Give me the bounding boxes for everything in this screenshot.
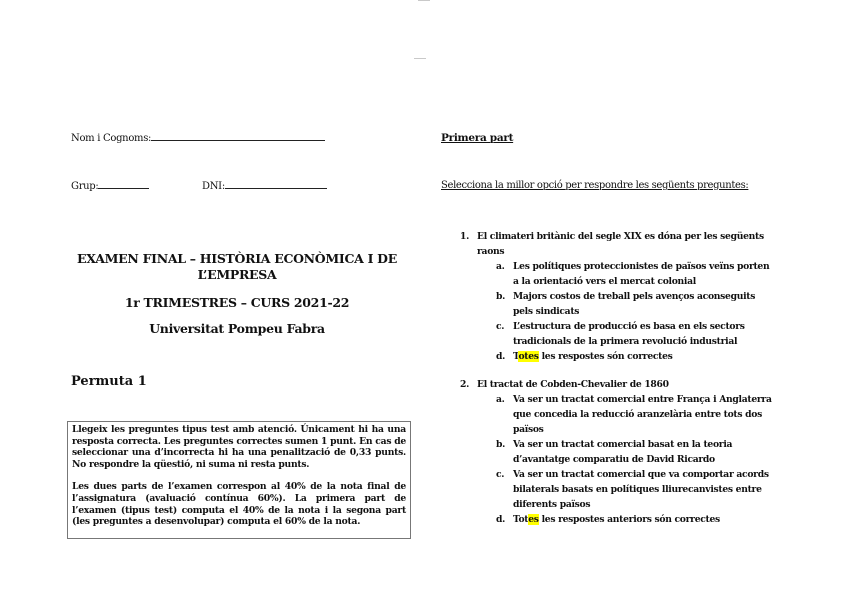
group-label: Grup: (71, 181, 99, 192)
term-title: 1r TRIMESTRES – CURS 2021-22 (124, 295, 350, 310)
highlighted-text: es (528, 514, 539, 525)
dni-input-line[interactable] (225, 187, 327, 189)
header-mark (418, 0, 430, 1)
name-input-line[interactable] (151, 139, 325, 141)
question-number: 2. (460, 379, 469, 390)
part-heading: Primera part (441, 132, 514, 144)
exam-title-line1: EXAMEN FINAL – HISTÒRIA ECONÒMICA I DE (77, 251, 397, 266)
highlighted-text: otes (518, 351, 539, 362)
instructions-paragraph-2: Les dues parts de l’examen correspon al 40% de la nota final de l’assignatura (avaluació contínua 60%). La primera part de l’examen (tipus test) computa el 40% de la nota i la segona part (les preguntes a desenvolupar) computa el 60% de la nota. (72, 481, 406, 528)
name-label: Nom i Cognoms: (71, 133, 152, 144)
instructions-box (67, 421, 411, 539)
instructions-paragraph-1: Llegeix les preguntes tipus test amb atenció. Únicament hi ha una resposta correcta. Les preguntes correctes sumen 1 punt. En cas de seleccionar una d’incorrecta hi ha una penalització de 0,33 punts. No respondre la qüestió, ni suma ni resta punts. (72, 424, 406, 470)
question-number: 1. (460, 231, 469, 242)
name-field (71, 133, 325, 144)
exam-title-line2: L’EMPRESA (197, 267, 277, 282)
header-mark (414, 58, 426, 59)
question-text: El tractat de Cobden-Chevalier de 1860 (477, 379, 669, 390)
university-title: Universitat Pompeu Fabra (149, 321, 325, 336)
exam-title (62, 251, 412, 283)
group-field (71, 181, 149, 192)
dni-field (202, 181, 327, 192)
group-input-line[interactable] (98, 187, 149, 189)
dni-label: DNI: (202, 181, 225, 192)
question-2: 2. El tractat de Cobden-Chevalier de 1860 a. Va ser un tractat comercial entre França i Anglaterra que concedia la reducció aranzelària entre tots dos països b. Va ser un tractat comercial basat en la teoria d’avantatge comparatiu de David Ricardo c. Va ser un tractat comercial que va comportar acords bilaterals basats en polítiques lliurecanvistes entre diferents països d. Totes les respostes anteriors són correctes (460, 377, 780, 537)
part-instruction: Selecciona la millor opció per respondre les següents preguntes: (441, 180, 749, 191)
question-text: El climateri britànic del segle XIX es dóna per les següents raons (477, 231, 764, 257)
question-1: 1. El climateri britànic del segle XIX es dóna per les següents raons a. Les polítiques proteccionistes de països veïns porten a la orientació vers el mercat colonial b. Majors costos de treball pels avenços aconseguits pels sindicats c. L’estructura de producció es basa en els sectors tradicionals de la primera revolució industrial d. Totes les respostes són correctes (460, 231, 770, 362)
permuta-label: Permuta 1 (71, 374, 147, 389)
